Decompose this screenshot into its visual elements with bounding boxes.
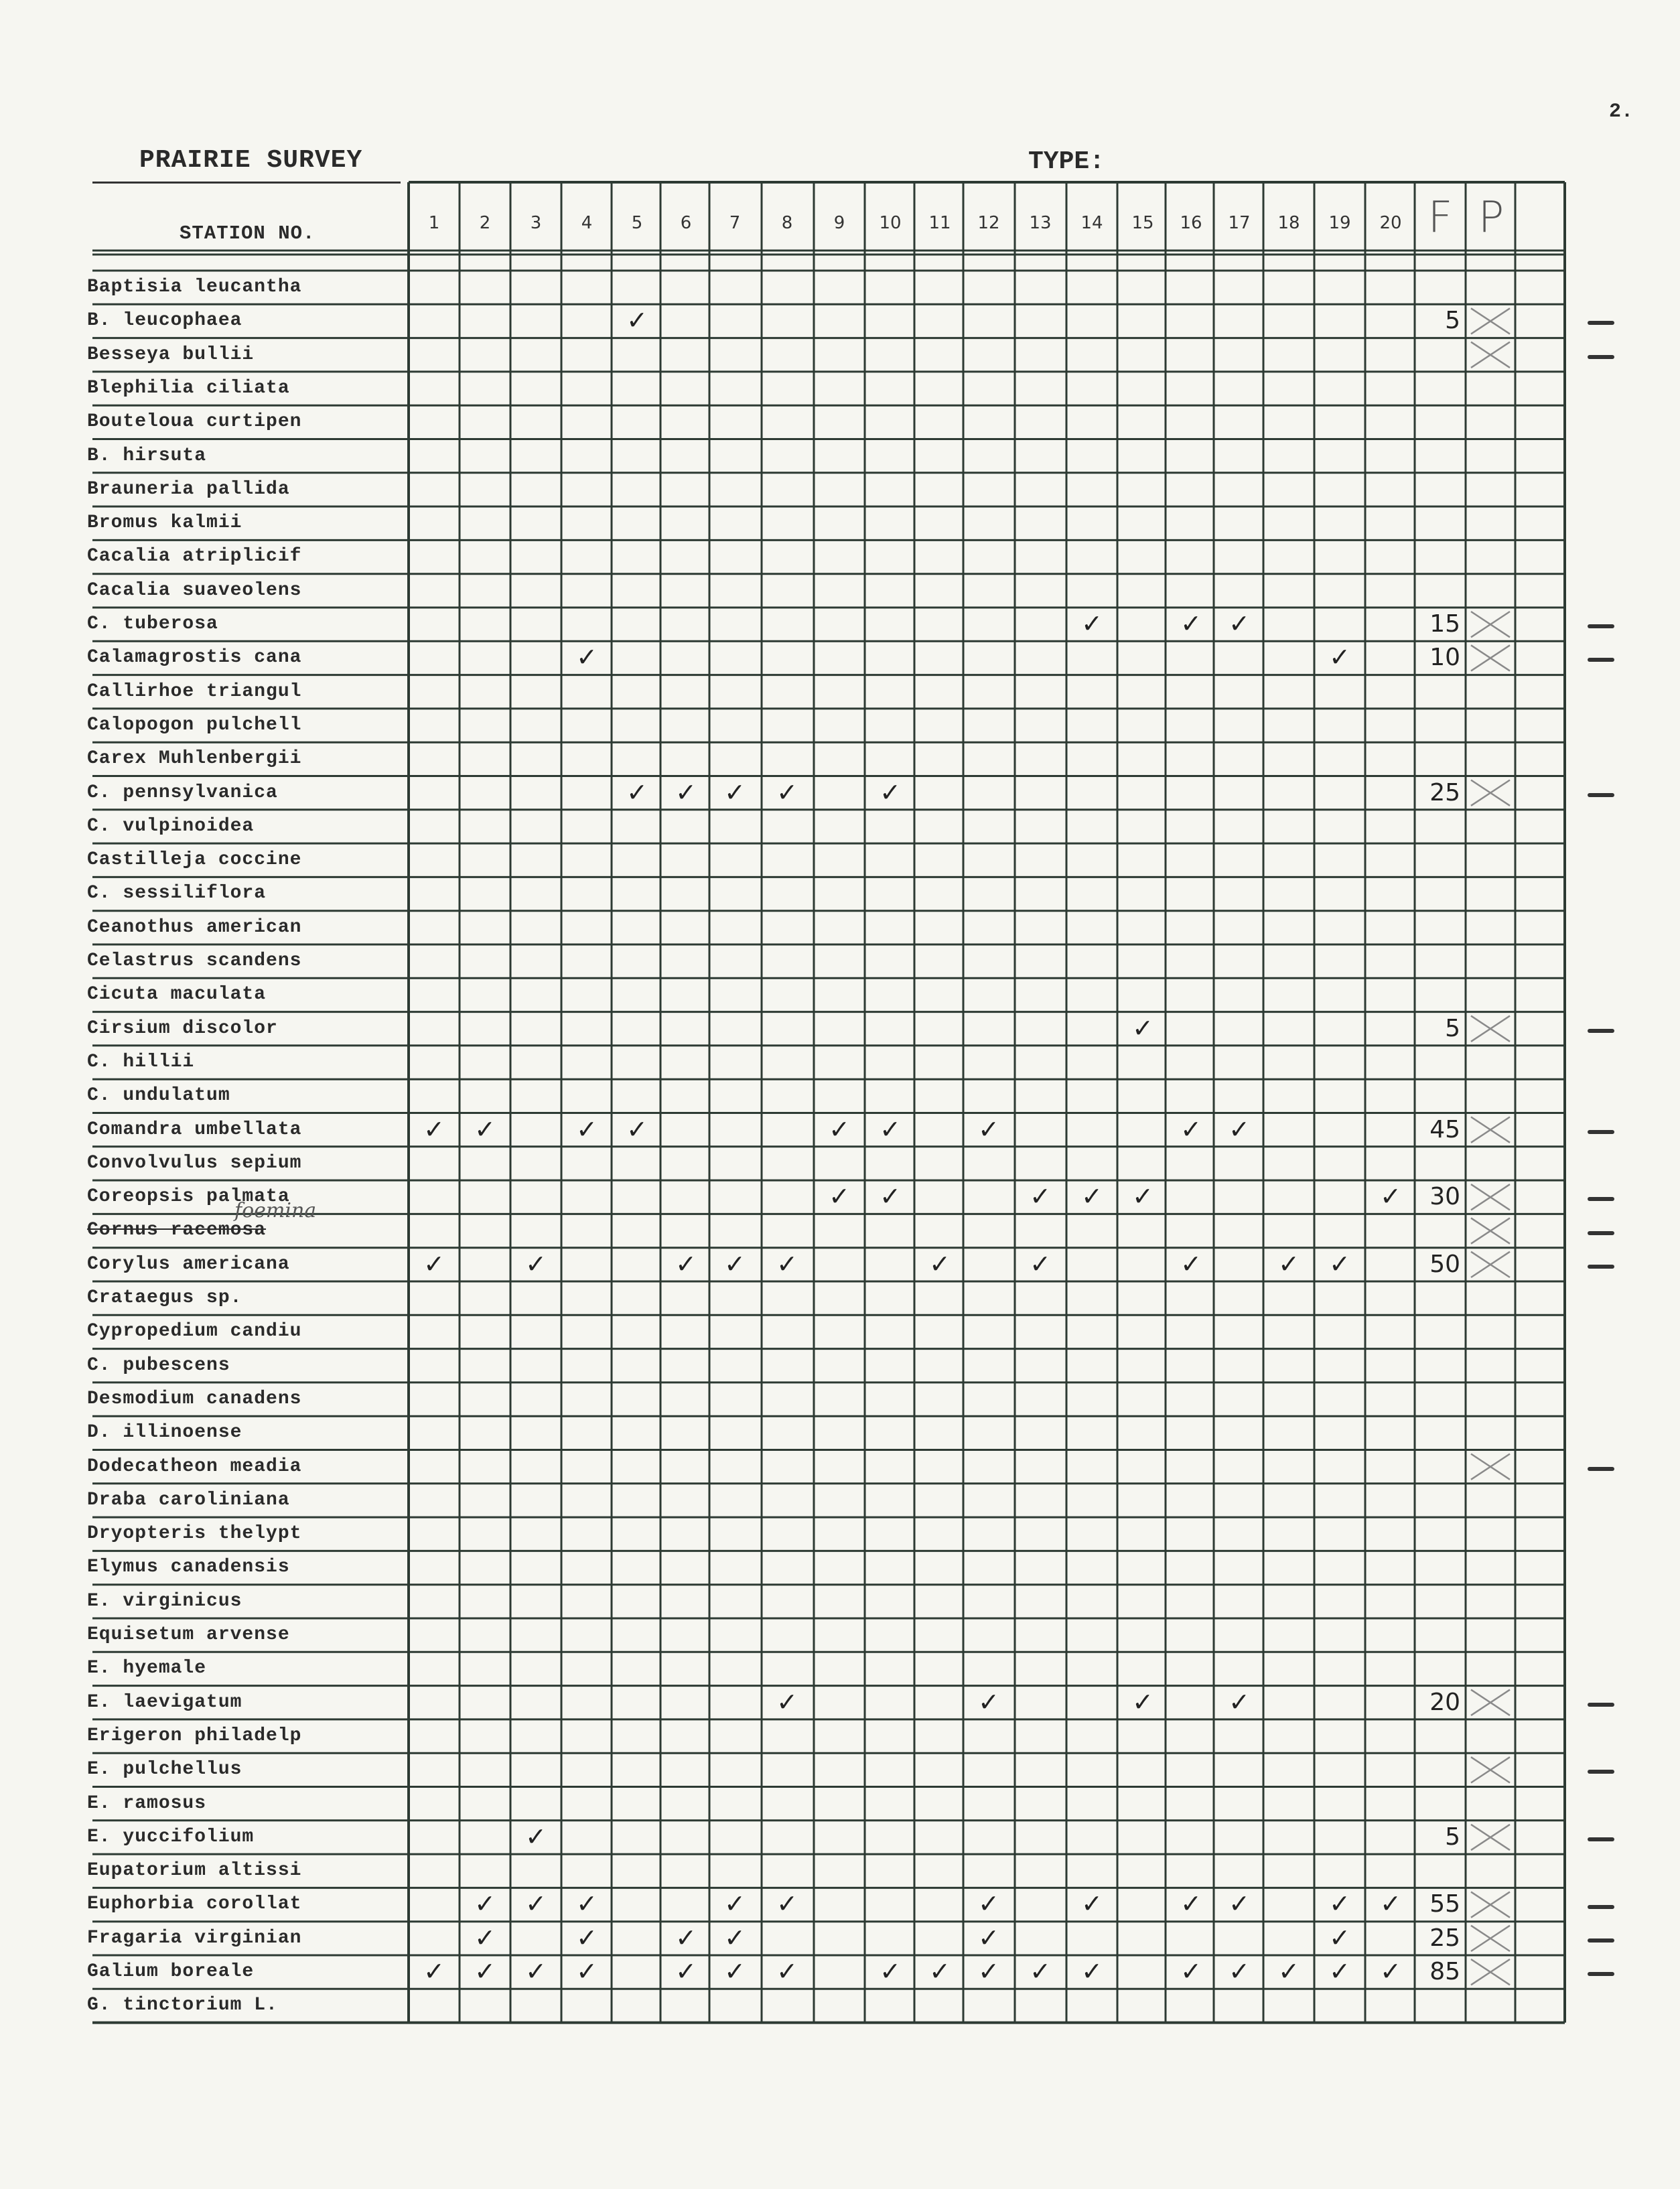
species-name: C. sessiliflora bbox=[87, 883, 267, 904]
station-header: 17 bbox=[1228, 213, 1251, 233]
presence-x-mark bbox=[1471, 1825, 1510, 1850]
presence-x-mark bbox=[1471, 1184, 1510, 1210]
presence-x-mark bbox=[1471, 1218, 1510, 1243]
station-check-mark: ✓ bbox=[626, 777, 648, 807]
station-header: 18 bbox=[1277, 213, 1300, 233]
species-name: E. virginicus bbox=[87, 1590, 242, 1612]
presence-x-mark bbox=[1471, 612, 1510, 637]
station-check-mark: ✓ bbox=[576, 1889, 598, 1919]
station-check-mark: ✓ bbox=[1030, 1249, 1051, 1279]
frequency-value: 50 bbox=[1429, 1250, 1460, 1278]
presence-x-mark bbox=[1471, 308, 1510, 334]
station-check-mark: ✓ bbox=[880, 1114, 901, 1144]
margin-tick-mark bbox=[1588, 321, 1614, 325]
frequency-value: 25 bbox=[1429, 1924, 1460, 1952]
station-header: 10 bbox=[879, 213, 902, 233]
species-name: E. ramosus bbox=[87, 1792, 207, 1814]
margin-tick-mark bbox=[1588, 1703, 1614, 1707]
station-check-mark: ✓ bbox=[423, 1957, 445, 1986]
presence-x-mark bbox=[1471, 1690, 1510, 1715]
station-check-mark: ✓ bbox=[724, 1889, 746, 1919]
species-name: Elymus canadensis bbox=[87, 1557, 290, 1578]
species-name: Convolvulus sepium bbox=[87, 1152, 302, 1174]
station-check-mark: ✓ bbox=[978, 1687, 999, 1717]
station-check-mark: ✓ bbox=[1380, 1957, 1401, 1986]
presence-x-mark bbox=[1471, 1454, 1510, 1480]
margin-tick-mark bbox=[1588, 624, 1614, 628]
margin-tick-mark bbox=[1588, 1972, 1614, 1976]
species-name: Galium boreale bbox=[87, 1961, 255, 1982]
species-name: C. undulatum bbox=[87, 1085, 230, 1107]
species-name: C. pubescens bbox=[87, 1354, 230, 1376]
species-name: C. vulpinoidea bbox=[87, 815, 255, 837]
frequency-value: 55 bbox=[1429, 1890, 1460, 1918]
station-check-mark: ✓ bbox=[576, 1957, 598, 1986]
presence-x-mark bbox=[1471, 645, 1510, 670]
station-header: 4 bbox=[581, 213, 593, 233]
station-check-mark: ✓ bbox=[474, 1922, 496, 1953]
species-name: C. tuberosa bbox=[87, 614, 218, 634]
presence-x-mark bbox=[1471, 1117, 1510, 1143]
station-check-mark: ✓ bbox=[1278, 1957, 1300, 1986]
station-check-mark: ✓ bbox=[675, 1957, 697, 1986]
station-header: 2 bbox=[479, 213, 491, 233]
species-name: Cacalia suaveolens bbox=[87, 579, 302, 601]
species-name: Calopogon pulchell bbox=[87, 714, 302, 735]
survey-title: PRAIRIE SURVEY bbox=[139, 146, 363, 175]
station-header: 6 bbox=[680, 213, 692, 233]
station-header: 8 bbox=[781, 213, 793, 233]
presence-x-mark bbox=[1471, 1959, 1510, 1985]
station-check-mark: ✓ bbox=[1132, 1687, 1153, 1717]
species-name: B. hirsuta bbox=[87, 445, 207, 466]
station-header: 3 bbox=[530, 213, 542, 233]
station-check-mark: ✓ bbox=[1180, 609, 1202, 638]
station-check-mark: ✓ bbox=[423, 1114, 445, 1144]
station-check-mark: ✓ bbox=[1030, 1182, 1051, 1212]
handwritten-annotation: foemina bbox=[234, 1199, 317, 1223]
species-name: E. hyemale bbox=[87, 1658, 207, 1679]
species-name: Callirhoe triangul bbox=[87, 681, 302, 702]
species-name: Celastrus scandens bbox=[87, 950, 302, 971]
station-check-mark: ✓ bbox=[776, 1687, 798, 1717]
station-check-mark: ✓ bbox=[776, 1889, 798, 1919]
station-check-mark: ✓ bbox=[1329, 1922, 1350, 1953]
station-check-mark: ✓ bbox=[1380, 1889, 1401, 1919]
species-name: Castilleja coccine bbox=[87, 849, 302, 871]
station-check-mark: ✓ bbox=[978, 1957, 999, 1986]
margin-tick-mark bbox=[1588, 793, 1614, 797]
station-check-mark: ✓ bbox=[1229, 1957, 1250, 1986]
page-number: 2. bbox=[1609, 100, 1634, 123]
presence-x-mark bbox=[1471, 780, 1510, 806]
species-name: Cicuta maculata bbox=[87, 984, 267, 1005]
station-check-mark: ✓ bbox=[978, 1114, 999, 1144]
station-check-mark: ✓ bbox=[626, 305, 648, 336]
margin-tick-mark bbox=[1588, 1467, 1614, 1471]
species-name: B. leucophaea bbox=[87, 310, 242, 332]
species-name: Cacalia atriplicif bbox=[87, 546, 302, 567]
presence-x-mark bbox=[1471, 1016, 1510, 1042]
species-name: Eupatorium altissi bbox=[87, 1860, 302, 1882]
station-check-mark: ✓ bbox=[1229, 609, 1250, 638]
station-check-mark: ✓ bbox=[525, 1249, 547, 1279]
species-name: Ceanothus american bbox=[87, 916, 302, 938]
station-check-mark: ✓ bbox=[978, 1922, 999, 1953]
station-check-mark: ✓ bbox=[1180, 1889, 1202, 1919]
species-name: Dryopteris thelypt bbox=[87, 1523, 302, 1545]
station-header: 1 bbox=[428, 213, 440, 233]
station-check-mark: ✓ bbox=[423, 1249, 445, 1279]
species-name: Carex Muhlenbergii bbox=[87, 748, 302, 770]
station-header: 15 bbox=[1131, 213, 1154, 233]
species-name: Bromus kalmii bbox=[87, 512, 242, 534]
station-check-mark: ✓ bbox=[1329, 1957, 1350, 1986]
species-name: Calamagrostis cana bbox=[87, 647, 302, 668]
station-check-mark: ✓ bbox=[576, 1922, 598, 1953]
station-check-mark: ✓ bbox=[675, 1249, 697, 1279]
frequency-header: F bbox=[1427, 193, 1453, 242]
species-name: E. pulchellus bbox=[87, 1759, 242, 1780]
station-check-mark: ✓ bbox=[1229, 1889, 1250, 1919]
species-name: Brauneria pallida bbox=[87, 478, 290, 500]
station-check-mark: ✓ bbox=[1132, 1182, 1153, 1212]
species-name: Dodecatheon meadia bbox=[87, 1456, 302, 1477]
station-check-mark: ✓ bbox=[1329, 1889, 1350, 1919]
margin-tick-mark bbox=[1588, 1130, 1614, 1134]
station-number-label: STATION NO. bbox=[180, 222, 316, 244]
station-check-mark: ✓ bbox=[880, 777, 901, 807]
station-check-mark: ✓ bbox=[776, 1249, 798, 1279]
station-check-mark: ✓ bbox=[1081, 609, 1103, 638]
station-check-mark: ✓ bbox=[724, 1957, 746, 1986]
presence-x-mark bbox=[1471, 1926, 1510, 1951]
frequency-value: 25 bbox=[1429, 778, 1460, 806]
station-check-mark: ✓ bbox=[675, 777, 697, 807]
species-name: Desmodium canadens bbox=[87, 1388, 302, 1409]
species-name: Cypropedium candiu bbox=[87, 1321, 302, 1342]
species-name: Coreopsis palmata bbox=[87, 1186, 290, 1208]
margin-tick-mark bbox=[1588, 355, 1614, 359]
species-name: Baptisia leucantha bbox=[87, 277, 302, 297]
station-check-mark: ✓ bbox=[576, 642, 598, 673]
station-check-mark: ✓ bbox=[929, 1249, 951, 1279]
presence-x-mark bbox=[1471, 1757, 1510, 1782]
margin-tick-mark bbox=[1588, 1265, 1614, 1269]
station-header: 11 bbox=[928, 213, 951, 233]
presence-x-mark bbox=[1471, 342, 1510, 368]
frequency-value: 85 bbox=[1429, 1958, 1460, 1985]
frequency-value: 10 bbox=[1429, 644, 1460, 672]
presence-header: P bbox=[1478, 193, 1504, 242]
station-check-mark: ✓ bbox=[1180, 1957, 1202, 1986]
station-check-mark: ✓ bbox=[1380, 1182, 1401, 1212]
station-check-mark: ✓ bbox=[474, 1889, 496, 1919]
species-name: Equisetum arvense bbox=[87, 1624, 290, 1645]
margin-tick-mark bbox=[1588, 1231, 1614, 1235]
frequency-value: 5 bbox=[1445, 1823, 1460, 1851]
station-check-mark: ✓ bbox=[829, 1182, 850, 1212]
station-check-mark: ✓ bbox=[829, 1114, 850, 1144]
species-name: Erigeron philadelp bbox=[87, 1725, 302, 1746]
station-header: 16 bbox=[1180, 213, 1202, 233]
station-check-mark: ✓ bbox=[525, 1889, 547, 1919]
station-header: 12 bbox=[977, 213, 1000, 233]
station-check-mark: ✓ bbox=[880, 1957, 901, 1986]
frequency-value: 30 bbox=[1429, 1183, 1460, 1211]
station-check-mark: ✓ bbox=[576, 1114, 598, 1144]
station-check-mark: ✓ bbox=[1278, 1249, 1300, 1279]
species-name: Comandra umbellata bbox=[87, 1119, 302, 1140]
species-name: Bouteloua curtipen bbox=[87, 411, 302, 433]
species-name: E. laevigatum bbox=[87, 1691, 242, 1713]
station-check-mark: ✓ bbox=[1329, 642, 1350, 673]
station-check-mark: ✓ bbox=[1132, 1013, 1153, 1043]
species-name: Crataegus sp. bbox=[87, 1287, 242, 1308]
station-check-mark: ✓ bbox=[1180, 1114, 1202, 1144]
frequency-value: 15 bbox=[1429, 610, 1460, 638]
station-check-mark: ✓ bbox=[724, 777, 746, 807]
frequency-value: 5 bbox=[1445, 1014, 1460, 1042]
station-check-mark: ✓ bbox=[1180, 1249, 1202, 1279]
species-name: E. yuccifolium bbox=[87, 1826, 255, 1847]
station-check-mark: ✓ bbox=[1030, 1957, 1051, 1986]
station-check-mark: ✓ bbox=[525, 1957, 547, 1986]
presence-x-mark bbox=[1471, 1892, 1510, 1917]
station-check-mark: ✓ bbox=[1229, 1114, 1250, 1144]
station-check-mark: ✓ bbox=[525, 1821, 547, 1851]
station-check-mark: ✓ bbox=[1081, 1889, 1103, 1919]
type-label: TYPE: bbox=[1028, 147, 1105, 176]
station-header: 7 bbox=[729, 213, 741, 233]
station-check-mark: ✓ bbox=[1081, 1182, 1103, 1212]
margin-tick-mark bbox=[1588, 658, 1614, 662]
station-check-mark: ✓ bbox=[776, 777, 798, 807]
frequency-value: 5 bbox=[1445, 307, 1460, 335]
margin-tick-mark bbox=[1588, 1029, 1614, 1033]
station-check-mark: ✓ bbox=[776, 1957, 798, 1986]
species-name: C. pennsylvanica bbox=[87, 782, 278, 803]
station-check-mark: ✓ bbox=[1081, 1957, 1103, 1986]
species-name: Cirsium discolor bbox=[87, 1017, 278, 1039]
margin-tick-mark bbox=[1588, 1770, 1614, 1774]
species-name: Fragaria virginian bbox=[87, 1927, 302, 1949]
station-check-mark: ✓ bbox=[978, 1889, 999, 1919]
station-check-mark: ✓ bbox=[880, 1182, 901, 1212]
station-header: 20 bbox=[1379, 213, 1402, 233]
station-check-mark: ✓ bbox=[675, 1922, 697, 1953]
species-name: Draba caroliniana bbox=[87, 1489, 290, 1510]
station-check-mark: ✓ bbox=[474, 1114, 496, 1144]
species-name: Besseya bullii bbox=[87, 344, 255, 365]
station-check-mark: ✓ bbox=[1329, 1249, 1350, 1279]
station-header: 19 bbox=[1328, 213, 1351, 233]
station-check-mark: ✓ bbox=[626, 1114, 648, 1144]
species-name: Corylus americana bbox=[87, 1253, 290, 1275]
margin-tick-mark bbox=[1588, 1905, 1614, 1909]
frequency-value: 45 bbox=[1429, 1115, 1460, 1143]
station-header: 5 bbox=[631, 213, 643, 233]
species-name: G. tinctorium L. bbox=[87, 1995, 278, 2016]
species-name: Blephilia ciliata bbox=[87, 377, 290, 399]
frequency-value: 20 bbox=[1429, 1688, 1460, 1716]
species-name: Euphorbia corollat bbox=[87, 1894, 302, 1915]
station-header: 9 bbox=[833, 213, 845, 233]
species-name: D. illinoense bbox=[87, 1422, 242, 1443]
station-header: 13 bbox=[1029, 213, 1052, 233]
station-check-mark: ✓ bbox=[724, 1922, 746, 1953]
station-check-mark: ✓ bbox=[724, 1249, 746, 1279]
species-name: Cornus racemosa bbox=[87, 1220, 267, 1241]
species-name: C. hillii bbox=[87, 1051, 195, 1072]
station-check-mark: ✓ bbox=[474, 1957, 496, 1986]
station-header: 14 bbox=[1080, 213, 1103, 233]
margin-tick-mark bbox=[1588, 1938, 1614, 1943]
presence-x-mark bbox=[1471, 1252, 1510, 1277]
station-check-mark: ✓ bbox=[1229, 1687, 1250, 1717]
margin-tick-mark bbox=[1588, 1197, 1614, 1201]
margin-tick-mark bbox=[1588, 1837, 1614, 1841]
station-check-mark: ✓ bbox=[929, 1957, 951, 1986]
